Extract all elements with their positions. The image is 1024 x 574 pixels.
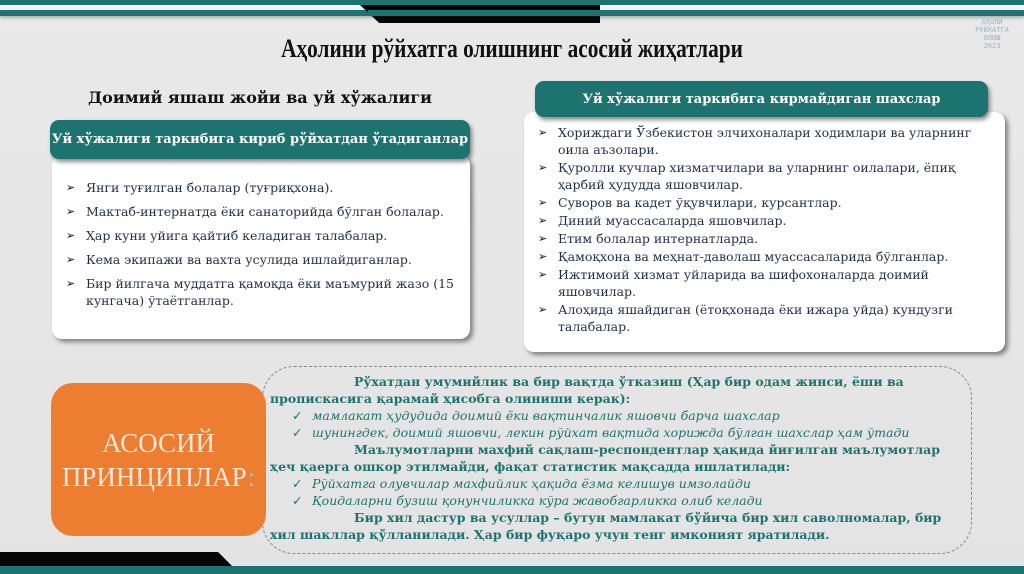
- list-item-text: Бир йилгача муддатга қамоқда ёки маъмурий жазо (15 кунгача) ўтаётганлар.: [86, 276, 454, 308]
- census-logo: [966, 18, 1018, 62]
- principles-label-colon: :: [247, 461, 256, 492]
- arrowhead-bullet-icon: ➢: [538, 250, 548, 263]
- principle-2-text: Маълумотларни махфий сақлаш-респондентлар ҳақида йиғилган маълумотлар ҳеч қаерга ошкор этилмайди, фақат статистик мақсадда ишлатилади:: [270, 442, 941, 474]
- list-item-text: Етим болалар интернатларда.: [558, 231, 759, 246]
- logo-line: РЎЙХАТГА: [975, 26, 1009, 34]
- check-icon: ✓: [292, 408, 303, 423]
- check-text: мамлакат ҳудудида доимий ёки вақтинчалик яшовчи барча шахслар: [312, 408, 780, 423]
- principle-2-check: [270, 492, 960, 509]
- principle-1: [270, 373, 960, 407]
- list-item: [534, 266, 995, 300]
- principle-1-check: [270, 424, 960, 441]
- logo-line: 2023: [983, 42, 1001, 50]
- list-item: [534, 159, 995, 193]
- principle-3: [270, 509, 960, 543]
- check-text: Рўйхатга олувчилар махфийлик ҳақида ёзма келишув имзолайди: [312, 476, 751, 491]
- list-item: [62, 275, 460, 309]
- check-icon: ✓: [292, 425, 303, 440]
- logo-line: АҲОЛИ: [981, 18, 1003, 26]
- list-item: [62, 179, 460, 196]
- arrowhead-bullet-icon: ➢: [66, 253, 76, 266]
- list-item-text: Мактаб-интернатда ёки санаторийда бўлган болалар.: [86, 204, 444, 219]
- principles-label-text: ПРИНЦИПЛАР: [61, 461, 248, 492]
- right-list: [524, 112, 1005, 335]
- principles-label-line1: АСОСИЙ: [102, 427, 215, 458]
- list-item: [534, 248, 995, 265]
- principle-3-text: Бир хил дастур ва усуллар – бутун мамлакат бўйича бир хил саволномалар, бир хил шакллар қўлланилади. Ҳар бир фуқаро учун тенг имконият яратилади.: [270, 510, 942, 542]
- arrowhead-bullet-icon: ➢: [538, 196, 548, 209]
- list-item-text: Янги туғилган болалар (туғриқхона).: [86, 180, 334, 195]
- principles-label-line2: [62, 460, 255, 494]
- principle-2-check: [270, 475, 960, 492]
- list-item-text: Қамоқхона ва меҳнат-даволаш муассасаларида бўлганлар.: [558, 249, 949, 264]
- right-header: Уй хўжалиги таркибига кирмайдиган шахслар: [535, 81, 988, 117]
- arrowhead-bullet-icon: ➢: [538, 161, 548, 174]
- list-item: [534, 194, 995, 211]
- list-item: [534, 230, 995, 247]
- list-item-text: Ҳар куни уйига қайтиб келадиган талабалар.: [86, 228, 388, 243]
- left-header: Уй хўжалиги таркибига кириб рўйхатдан ўтадиганлар: [50, 120, 470, 159]
- list-item: [534, 124, 995, 158]
- principles-label-box: [51, 383, 266, 536]
- list-item-text: Диний муассасаларда яшовчилар.: [558, 213, 787, 228]
- arrowhead-bullet-icon: ➢: [66, 205, 76, 218]
- list-item: [534, 301, 995, 335]
- top-black-tab-stripe: [368, 10, 600, 16]
- left-card: [52, 155, 470, 339]
- principles-content: [270, 373, 960, 543]
- bottom-black-bar: [0, 552, 232, 566]
- list-item: [534, 212, 995, 229]
- principle-1-check: [270, 407, 960, 424]
- principle-1-text: Рўхатдан умумийлик ва бир вақтда ўтказиш (Ҳар бир одам жинси, ёши ва пропискасига қарамай ҳисобга олиниши керак):: [270, 374, 904, 406]
- list-item-text: Кема экипажи ва вахта усулида ишлайдиганлар.: [86, 252, 412, 267]
- list-item: [62, 251, 460, 268]
- list-item-text: Қуролли кучлар хизматчилари ва уларнинг оилалари, ёпиқ ҳарбий ҳудудда яшовчилар.: [558, 160, 956, 192]
- list-item-text: Хориждаги Ўзбекистон элчихоналари ходимлари ва уларнинг оила аъзолари.: [558, 125, 972, 157]
- check-icon: ✓: [292, 493, 303, 508]
- page-title: Аҳолини рўйхатга олишнинг асосий жиҳатлари: [281, 34, 743, 63]
- arrowhead-bullet-icon: ➢: [538, 126, 548, 139]
- list-item-text: Ижтимоий хизмат уйларида ва шифохоналарда доимий яшовчилар.: [558, 267, 929, 299]
- left-subheading: Доимий яшаш жойи ва уй хўжалиги: [87, 88, 433, 107]
- list-item-text: Алоҳида яшайдиган (ётоқхонада ёки ижара уйда) кундузги талабалар.: [558, 302, 953, 334]
- arrowhead-bullet-icon: ➢: [66, 181, 76, 194]
- check-text: Қоидаларни бузиш қонунчиликка кўра жавобгарликка олиб келади: [312, 493, 763, 508]
- bottom-teal-bar: [0, 566, 1024, 574]
- arrowhead-bullet-icon: ➢: [538, 232, 548, 245]
- arrowhead-bullet-icon: ➢: [538, 214, 548, 227]
- right-card: [524, 112, 1005, 352]
- arrowhead-bullet-icon: ➢: [538, 303, 548, 316]
- arrowhead-bullet-icon: ➢: [66, 229, 76, 242]
- check-icon: ✓: [292, 476, 303, 491]
- left-list: [52, 155, 470, 309]
- list-item-text: Суворов ва кадет ўқувчилари, курсантлар.: [558, 195, 842, 210]
- arrowhead-bullet-icon: ➢: [538, 268, 548, 281]
- list-item: [62, 227, 460, 244]
- arrowhead-bullet-icon: ➢: [66, 277, 76, 290]
- principle-2: [270, 441, 960, 475]
- logo-line: ОЛИШ: [983, 34, 1001, 42]
- check-text: шунингдек, доимий яшовчи, лекин рўйхат вақтида хорижда бўлган шахслар ҳам ўтади: [312, 425, 910, 440]
- list-item: [62, 203, 460, 220]
